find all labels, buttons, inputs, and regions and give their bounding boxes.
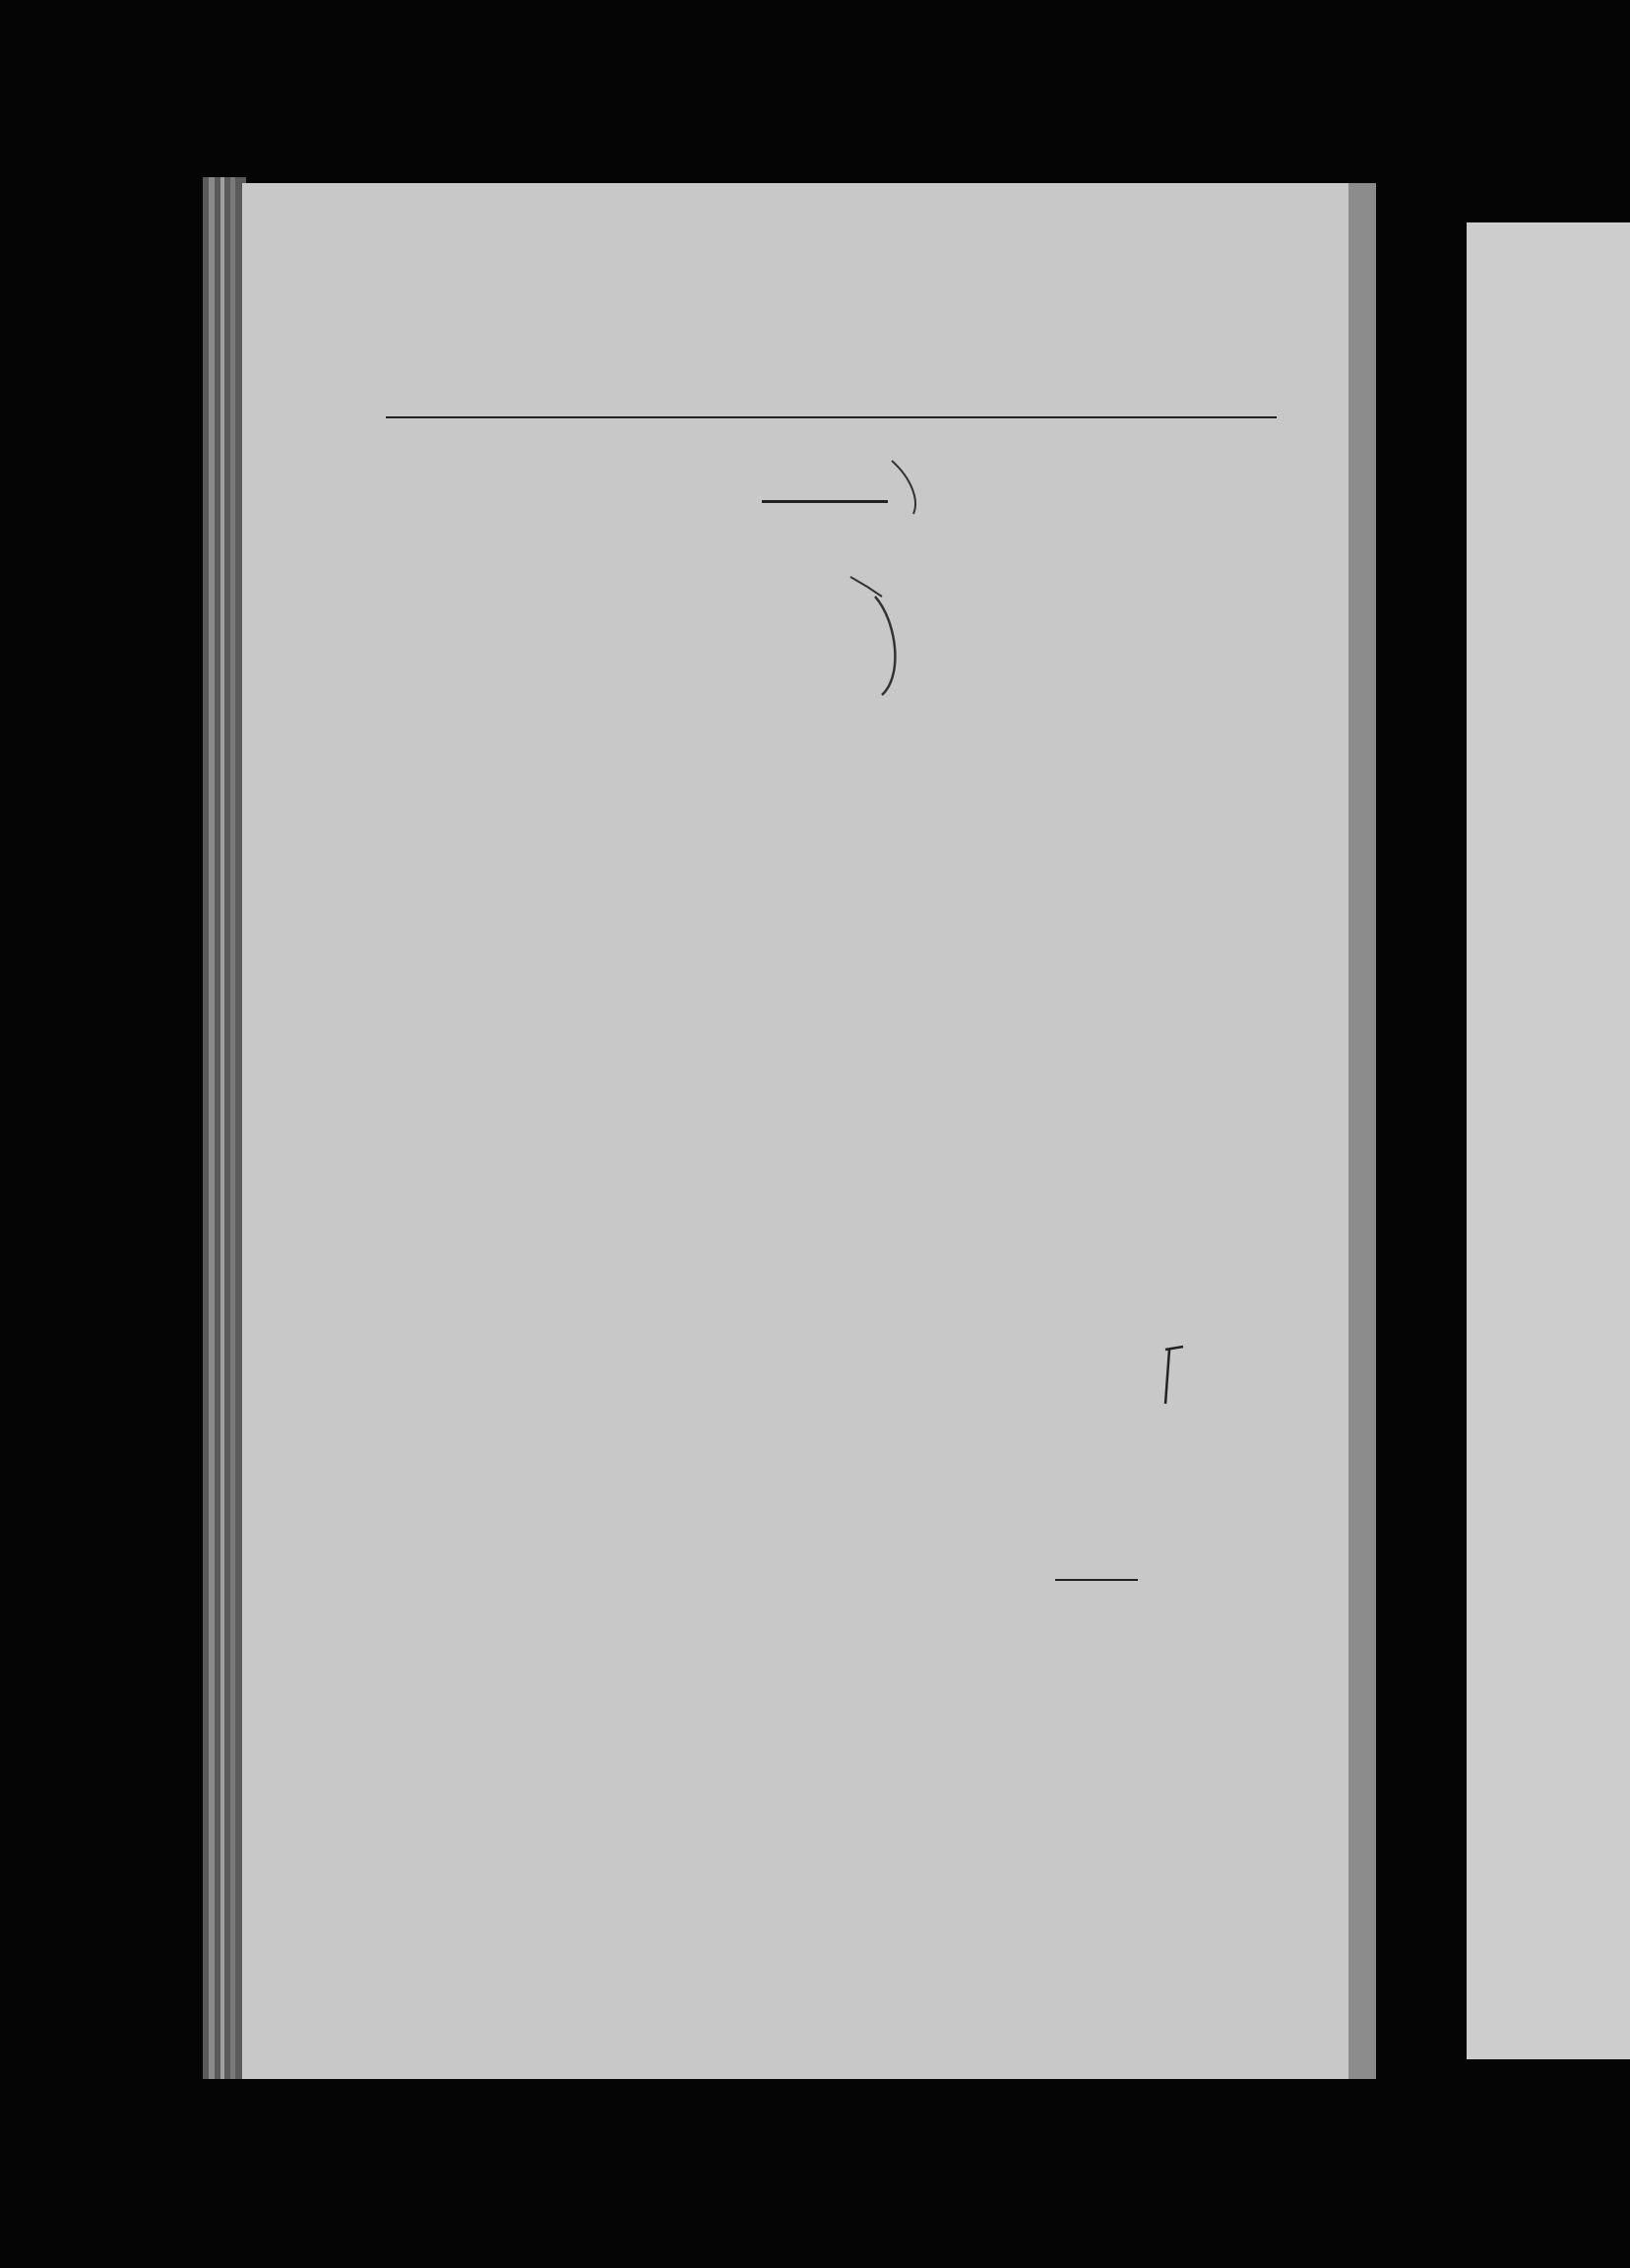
right-page — [1467, 222, 1630, 2059]
total-line — [587, 1597, 1138, 1630]
running-head — [386, 381, 1277, 420]
pencil-marks — [774, 449, 931, 882]
header-rule — [386, 416, 1277, 418]
sum-rule — [1055, 1579, 1138, 1581]
pencil-bracket — [1152, 1345, 1191, 1414]
left-page — [242, 183, 1345, 2079]
